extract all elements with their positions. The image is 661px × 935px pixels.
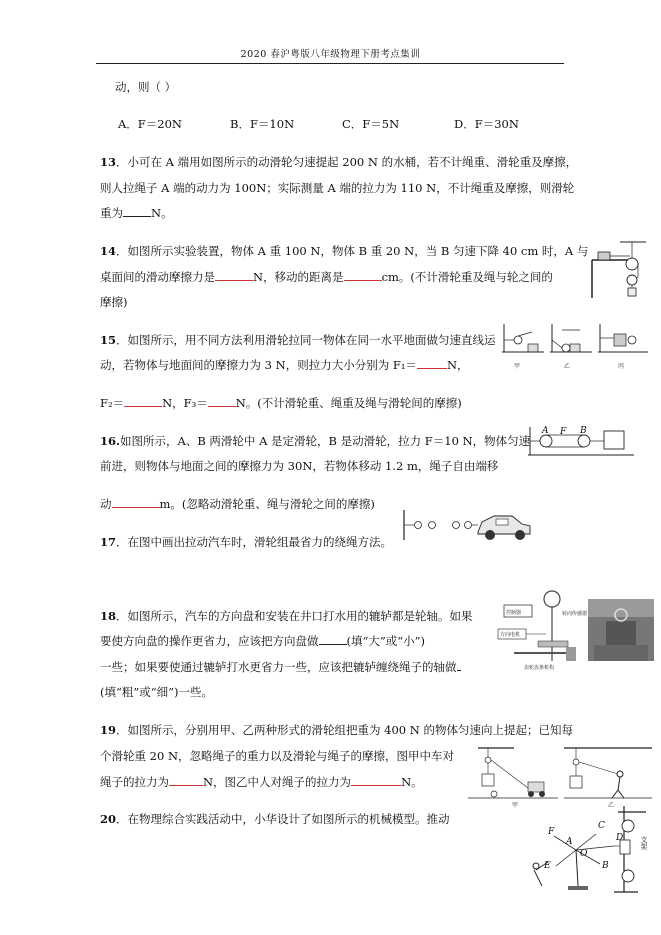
q15-text1: ．如图所示，用不同方法利用滑轮拉同一物体在同一水平地面做匀速直线运 [116, 333, 496, 347]
q14-figure [590, 238, 646, 300]
q15-number: 15 [100, 333, 117, 347]
q18-fig-label-rack: 齿轮齿条机构 [524, 665, 555, 671]
q18-fig-label-motor: 方向电机 [500, 632, 521, 638]
q12-tail: 动，则（ ） [115, 80, 177, 94]
q16-fig-label-b: B [580, 426, 587, 436]
q15-answer-blank-f2[interactable] [124, 395, 162, 407]
q15-text2b: N， [446, 358, 469, 372]
q18-answer-blank-2[interactable] [457, 659, 461, 671]
q13-line1 [100, 154, 577, 170]
q16-text3b: m。(忽略动滑轮重、绳与滑轮之间的摩擦) [159, 497, 375, 511]
q18-figure [494, 585, 656, 677]
q14-line1 [100, 243, 588, 259]
q18-answer-blank-1[interactable] [319, 633, 347, 645]
q18-text2a: 要使方向盘的操作更省力，应该把方向盘做 [100, 634, 319, 648]
q20-fig-label-support: 支架 [640, 836, 648, 850]
q20-fig-label-e: E [544, 861, 551, 871]
q20-number: 20 [100, 812, 117, 826]
q13-text3a: 重为 [100, 206, 123, 220]
q16-answer-blank[interactable] [112, 496, 160, 508]
q15-text3b: N，F₃＝ [162, 396, 208, 410]
q13-text1: ．小可在 A 端用如图所示的动滑轮匀速提起 200 N 的水桶，若不计绳重、滑轮重及摩擦， [116, 155, 578, 169]
q14-answer-blank-1[interactable] [215, 269, 253, 281]
q18-text3: 一些；如果要使通过辘轳打水更省力一些，应该把辘轳缠绕绳子的轴做 [100, 660, 457, 674]
q16-text3a: 动 [100, 497, 112, 511]
q15-text3c: N。(不计滑轮重、绳重及绳与滑轮间的摩擦) [235, 396, 462, 410]
q19-fig-label-jia: 甲 [512, 802, 519, 809]
q14-text2c: cm。(不计滑轮重及绳与轮之间的 [381, 270, 553, 284]
q19-text3a: 绳子的拉力为 [100, 775, 169, 789]
q15-line3 [100, 395, 462, 411]
q15-fig-label-bing: 丙 [618, 363, 625, 370]
q17-figure [400, 506, 535, 546]
q17-text1: ．在图中画出拉动汽车时，滑轮组最省力的绕绳方法。 [116, 535, 393, 549]
q20-fig-label-b: B [602, 861, 609, 871]
q12-option-c: C．F＝5N [342, 117, 400, 131]
q15-line2 [100, 357, 469, 373]
q20-text1: ．在物理综合实践活动中，小华设计了如图所示的机械模型。推动 [116, 812, 450, 826]
q18-text1: ．如图所示，汽车的方向盘和安装在井口打水用的辘轳都是轮轴。如果 [116, 609, 473, 623]
q19-number: 19 [100, 723, 117, 737]
q16-number: 16. [100, 434, 121, 448]
q13-answer-blank[interactable] [123, 205, 151, 217]
q18-fig-label-sensor: 转向传感器 [562, 611, 588, 617]
q18-fig-label-controller: 控制器 [506, 610, 522, 616]
q14-number: 14 [100, 244, 117, 258]
q20-figure [528, 806, 661, 898]
q12-option-a: A．F＝20N [118, 117, 182, 131]
page-header: 2020 春沪粤版八年级物理下册考点集训 [240, 49, 421, 60]
q15-text3a: F₂＝ [100, 396, 125, 410]
q13-line2: 则人拉绳子 A 端的动力为 100N；实际测量 A 端的拉力为 110 N，不计绳重及摩擦，则滑轮 [100, 181, 575, 195]
q20-fig-label-d: D [616, 833, 624, 843]
q19-answer-blank-2[interactable] [351, 774, 401, 786]
q15-answer-blank-f1[interactable] [417, 357, 447, 369]
q13-line3 [100, 205, 173, 221]
q19-line1 [100, 722, 573, 738]
q15-answer-blank-f3[interactable] [208, 395, 236, 407]
q17-line1 [100, 534, 392, 550]
q19-text1: ．如图所示，分别用甲、乙两种形式的滑轮组把重为 400 N 的物体匀速向上提起；已知每 [116, 723, 573, 737]
q15-text2a: 动，若物体与地面间的摩擦力为 3 N，则拉力大小分别为 F₁＝ [100, 358, 417, 372]
q20-fig-label-f: F [548, 827, 555, 837]
q16-fig-label-a: A [542, 426, 549, 436]
q20-fig-label-c: C [598, 821, 605, 831]
q19-text3c: N。 [401, 775, 423, 789]
q20-line1 [100, 811, 450, 827]
q12-option-b: B．F＝10N [230, 117, 295, 131]
q19-fig-label-yi: 乙 [608, 802, 615, 809]
q16-line3 [100, 496, 375, 512]
q19-line3 [100, 774, 423, 790]
q18-text2b: (填“大”或“小”) [346, 634, 425, 648]
q20-fig-label-o: O [580, 849, 588, 859]
q20-fig-label-a: A [566, 837, 573, 847]
q14-text1: ．如图所示实验装置，物体 A 重 100 N，物体 B 重 20 N，当 B 匀速下降 40 cm 时，A 与 [116, 244, 589, 258]
q15-figure [500, 320, 650, 372]
q14-answer-blank-2[interactable] [344, 269, 382, 281]
q13-text3b: N。 [151, 206, 173, 220]
q16-fig-label-f: F [560, 427, 567, 437]
q16-line1 [100, 433, 530, 449]
q15-line1 [100, 332, 496, 348]
q19-line2: 个滑轮重 20 N，忽略绳子的重力以及滑轮与绳子的摩擦，图甲中车对 [100, 749, 455, 763]
q19-figure [468, 744, 652, 810]
q18-line1 [100, 608, 473, 624]
q12-option-d: D．F＝30N [454, 117, 519, 131]
q14-text2a: 桌面间的滑动摩擦力是 [100, 270, 215, 284]
q19-text3b: N，图乙中人对绳子的拉力为 [203, 775, 352, 789]
header-divider [96, 63, 564, 64]
q15-fig-label-jia: 甲 [514, 363, 521, 370]
q14-text2b: N，移动的距离是 [253, 270, 344, 284]
q15-fig-label-yi: 乙 [564, 363, 571, 370]
q16-text1: 如图所示，A、B 两滑轮中 A 是定滑轮，B 是动滑轮，拉力 F＝10 N，物体匀速 [120, 434, 531, 448]
q16-figure [528, 425, 634, 459]
q17-number: 17 [100, 535, 117, 549]
q19-answer-blank-1[interactable] [169, 774, 203, 786]
q18-line3 [100, 659, 461, 675]
q16-line2: 前进，则物体与地面之间的摩擦力为 30N，若物体移动 1.2 m，绳子自由端移 [100, 459, 499, 473]
q18-line4: (填“粗”或“细”)一些。 [100, 685, 213, 699]
q14-line2 [100, 269, 553, 285]
q18-line2 [100, 633, 425, 649]
q14-line3: 摩擦) [100, 295, 128, 309]
q13-number: 13 [100, 155, 117, 169]
q18-number: 18 [100, 609, 117, 623]
